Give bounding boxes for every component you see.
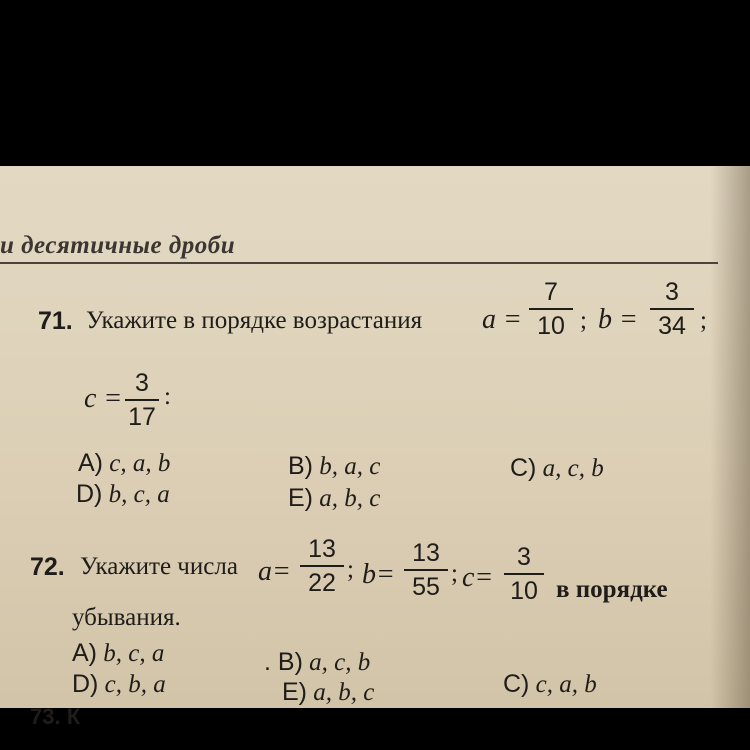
task-72-a-label: a= [258, 556, 291, 587]
task-71-a-label: a = [482, 304, 522, 335]
task-71-a-separator: ; [580, 307, 587, 334]
task-71-option-a: A) c, a, b [78, 449, 171, 477]
task-71-option-d: D) b, c, a [76, 480, 170, 508]
fraction-denominator: 55 [412, 573, 440, 601]
fraction-numerator: 13 [412, 539, 440, 567]
task-72-option-c: C) c, a, b [503, 670, 597, 698]
fraction-numerator: 13 [308, 535, 336, 563]
task-72-a-separator: ; [347, 556, 354, 583]
fraction-denominator: 10 [537, 312, 565, 340]
task-72-option-a: A) b, c, a [72, 639, 165, 667]
fraction-numerator: 3 [135, 369, 149, 397]
task-71-c-separator: : [164, 383, 171, 410]
task-72-b-separator: ; [451, 560, 458, 587]
task-72-option-e: E) a, b, c [282, 678, 375, 706]
fraction-bar [404, 569, 448, 571]
task-71-c-label: c = [84, 383, 123, 414]
fraction-bar [504, 573, 544, 575]
fraction-denominator: 17 [128, 403, 156, 431]
task-72-number: 72. [30, 553, 65, 581]
task-71-text: Укажите в порядке возрастания [86, 307, 423, 334]
fraction-numerator: 3 [665, 278, 679, 306]
task-72-text: Укажите числа [80, 553, 238, 580]
textbook-page [0, 166, 750, 729]
fraction-bar [300, 565, 344, 567]
task-71-option-b: B) b, a, c [288, 452, 381, 480]
task-72-b-label: b= [362, 559, 395, 590]
fraction-denominator: 10 [510, 577, 538, 605]
task-73-partial: 73. К [30, 704, 81, 729]
task-71-number: 71. [38, 307, 73, 335]
task-72-text-line2: убывания. [72, 604, 181, 631]
task-72-c-label: c= [462, 562, 494, 593]
fraction-bar [529, 308, 573, 310]
task-72-option-b: . B) a, c, b [264, 648, 371, 676]
fraction-bar [125, 399, 159, 401]
task-71-option-e: E) a, b, c [288, 484, 381, 512]
task-72-option-d: D) c, b, a [72, 670, 166, 698]
fraction-denominator: 34 [658, 312, 686, 340]
fraction-denominator: 22 [308, 569, 336, 597]
section-header: и десятичные дроби [0, 232, 236, 259]
task-72-text-after: в порядке [556, 576, 668, 603]
header-rule [0, 262, 718, 264]
task-71-c-fraction [125, 370, 159, 430]
fraction-bar [650, 308, 694, 310]
task-72-c-fraction [504, 544, 544, 604]
task-72-a-fraction [300, 536, 344, 596]
task-72-b-fraction [404, 540, 448, 600]
task-71-b-fraction [650, 279, 694, 339]
fraction-numerator: 3 [517, 543, 531, 571]
task-71-b-label: b = [598, 304, 638, 335]
task-71-b-separator: ; [700, 307, 707, 334]
task-71-option-c: C) a, c, b [510, 454, 604, 482]
fraction-numerator: 7 [544, 278, 558, 306]
task-71-a-fraction [529, 279, 573, 339]
